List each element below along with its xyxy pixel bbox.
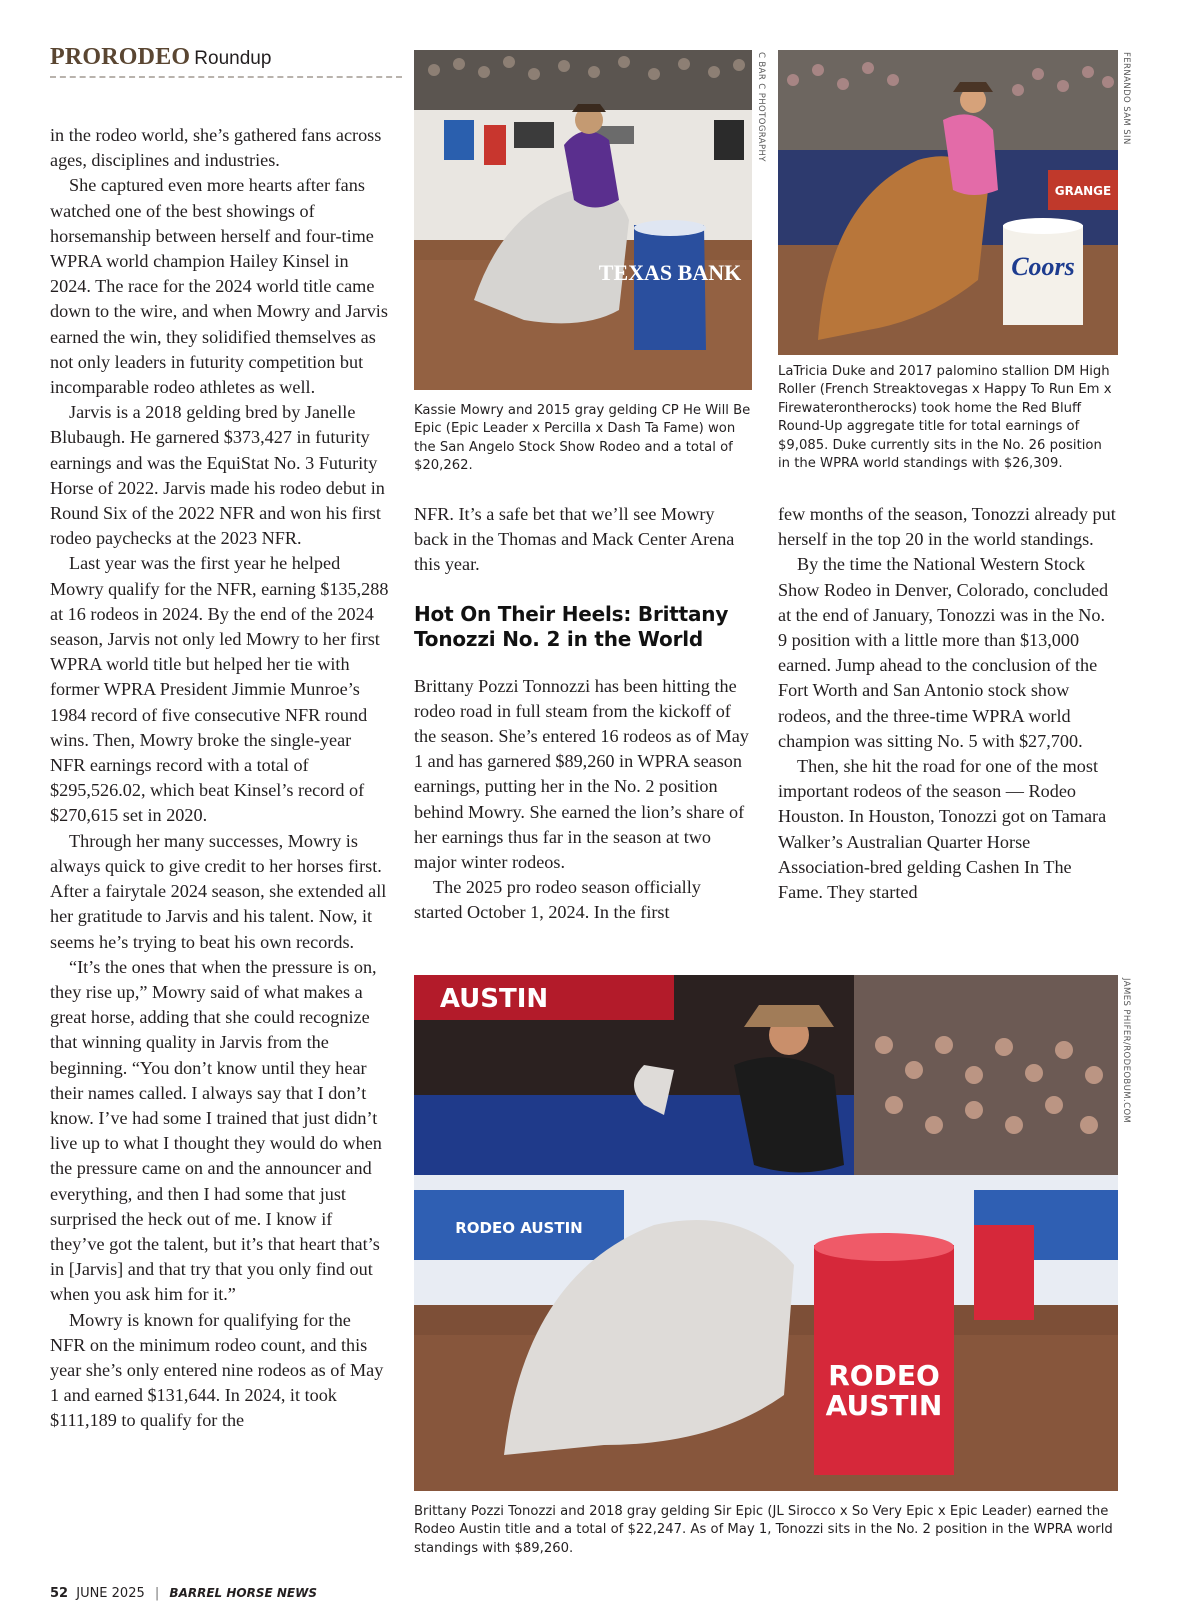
magazine-section-brand: PRORODEO bbox=[50, 44, 191, 70]
barrel-sponsor-text: Coors bbox=[1011, 252, 1075, 281]
photo-brittany-tonozzi-image bbox=[414, 975, 1118, 1491]
paragraph: By the time the National Western Stock Show Rodeo in Denver, Colorado, concluded at the end of January, Tonozzi was in the No. 9 position with a little more than $13,000 earned. Jump ahead to the conclusion of the Fort Worth and San Antonio stock show rodeos, and the three-time WPRA world champion was sitting No. 5 with $27,700. bbox=[778, 554, 1109, 751]
paragraph: The 2025 pro rodeo season officially started October 1, 2024. In the first bbox=[414, 877, 701, 923]
magazine-name: BARREL HORSE NEWS bbox=[169, 1586, 317, 1600]
photo-credit-1: C BAR C PHOTOGRAPHY bbox=[756, 52, 766, 162]
section-title: Roundup bbox=[194, 48, 272, 69]
barrel-text-line-1: RODEO bbox=[828, 1359, 940, 1392]
paragraph: in the rodeo world, she’s gathered fans across ages, disciplines and industries. bbox=[50, 125, 382, 171]
photo-latricia-duke bbox=[778, 50, 1118, 355]
paragraph: Last year was the first year he helped Mowry qualify for the NFR, earning $135,288 at 16 rodeos in 2024. By the end of the 2024 season, Jarvis not only led Mowry to her first WPRA world title but helped her tie with former WPRA President Jimmie Munroe’s 1984 record of five consecutive NFR round wins. Then, Mowry broke the single-year NFR earnings record with a total of $295,526.02, which beat Kinsel’s record of $270,615 set in 2020. bbox=[50, 553, 389, 826]
paragraph: Brittany Pozzi Tonnozzi has been hitting the rodeo road in full steam from the kickoff of the season. She’s entered 16 rodeos as of May 1 and has garnered $89,260 in WPRA season earnings, putting her in the No. 2 position behind Mowry. She earned the lion’s share of her earnings thus far in the season at two major winter rodeos. bbox=[414, 675, 749, 873]
paragraph: Through her many successes, Mowry is always quick to give credit to her horses first. After a fairytale 2024 season, she extended all her gratitude to Jarvis and his talent. Now, it seems he’s trying to beat his own records. bbox=[50, 830, 387, 952]
photo-brittany-tonozzi bbox=[414, 975, 1118, 1491]
paragraph: Mowry is known for qualifying for the NFR on the minimum rodeo count, and this year she’s only entered nine rodeos as of May 1 and earned $131,644. In 2024, it took $111,189 to qualify for the bbox=[50, 1309, 384, 1431]
arena-banner-text: AUSTIN bbox=[439, 984, 549, 1014]
fence-banner-text: RODEO AUSTIN bbox=[455, 1219, 583, 1237]
article-column-2 bbox=[414, 502, 750, 926]
photo-latricia-duke-image bbox=[778, 50, 1118, 355]
barrel-text-line-2: AUSTIN bbox=[825, 1389, 943, 1422]
photo-kassie-mowry-image bbox=[414, 50, 752, 390]
page-number: 52 bbox=[50, 1586, 69, 1601]
paragraph: NFR. It’s a safe bet that we’ll see Mowry back in the Thomas and Mack Center Arena this year. bbox=[414, 504, 735, 575]
section-header bbox=[50, 44, 402, 71]
barrel-sponsor-text: TEXAS BANK bbox=[598, 260, 742, 285]
paragraph: few months of the season, Tonozzi already put herself in the top 20 in the world standings. bbox=[778, 504, 1116, 550]
page-footer bbox=[50, 1586, 317, 1601]
photo-caption-2: LaTricia Duke and 2017 palomino stallion DM High Roller (French Streaktovegas x Happy To Run Em x Firewaterontherocks) took home the Red Bluff Round-Up aggregate title for total earnings of $9,085. Duke currently sits in the No. 26 position in the WPRA world standings with $26,309. bbox=[778, 364, 1112, 472]
footer-separator: | bbox=[154, 1586, 160, 1601]
photo-credit-2: FERNANDO SAM SIN bbox=[1121, 52, 1131, 145]
subheading: Hot On Their Heels: Brittany Tonozzi No. 2 in the World bbox=[414, 601, 729, 651]
paragraph: Then, she hit the road for one of the most important rodeos of the season — Rodeo Houston. In Houston, Tonozzi got on Tamara Walker’s Australian Quarter Horse Association-bred gelding Cashen In The Fame. They started bbox=[778, 756, 1107, 903]
photo-caption-3: Brittany Pozzi Tonozzi and 2018 gray gelding Sir Epic (JL Sirocco x So Very Epic x Epic Leader) earned the Rodeo Austin title and a total of $22,247. As of May 1, Tonozzi sits in the No. 2 position in the WPRA world standings with $89,260. bbox=[414, 1504, 1113, 1556]
paragraph: She captured even more hearts after fans watched one of the best showings of horsemanship between herself and four-time WPRA world champion Hailey Kinsel in 2024. The race for the 2024 world title came down to the wire, and when Mowry and Jarvis earned the win, they solidified themselves as not only leaders in futurity competition but incomparable rodeo athletes as well. bbox=[50, 175, 388, 398]
issue-date: JUNE 2025 bbox=[76, 1586, 145, 1601]
photo-caption-1: Kassie Mowry and 2015 gray gelding CP He Will Be Epic (Epic Leader x Percilla x Dash Ta Fame) won the San Angelo Stock Show Rodeo and a total of $20,262. bbox=[414, 403, 751, 474]
article-column-1 bbox=[50, 123, 390, 1434]
photo-credit-3: JAMES PHIFER/RODEOBUM.COM bbox=[1121, 978, 1131, 1124]
article-column-3 bbox=[778, 502, 1118, 905]
arena-banner-text: GRANGE bbox=[1054, 184, 1112, 198]
photo-kassie-mowry bbox=[414, 50, 752, 390]
paragraph: “It’s the ones that when the pressure is on, they rise up,” Mowry said of what makes a great horse, adding that she could recognize that winning quality in Jarvis from the beginning. “You don’t know until they hear their names called. I always say that I don’t know. I’ve had some I trained that just didn’t live up to what I thought they would do when the pressure came on and the announcer and everything, and then I had some that just surprised the heck out of me. I know if they’ve got the talent, but it’s that heart that’s in [Jarvis] and that try that you only find out when you ask him for it.” bbox=[50, 956, 382, 1305]
paragraph: Jarvis is a 2018 gelding bred by Janelle Blubaugh. He garnered $373,427 in futurity earnings and was the EquiStat No. 3 Futurity Horse of 2022. Jarvis made his rodeo debut in Round Six of the 2022 NFR and won his first rodeo paychecks at the 2023 NFR. bbox=[50, 402, 385, 549]
header-divider bbox=[50, 76, 402, 78]
